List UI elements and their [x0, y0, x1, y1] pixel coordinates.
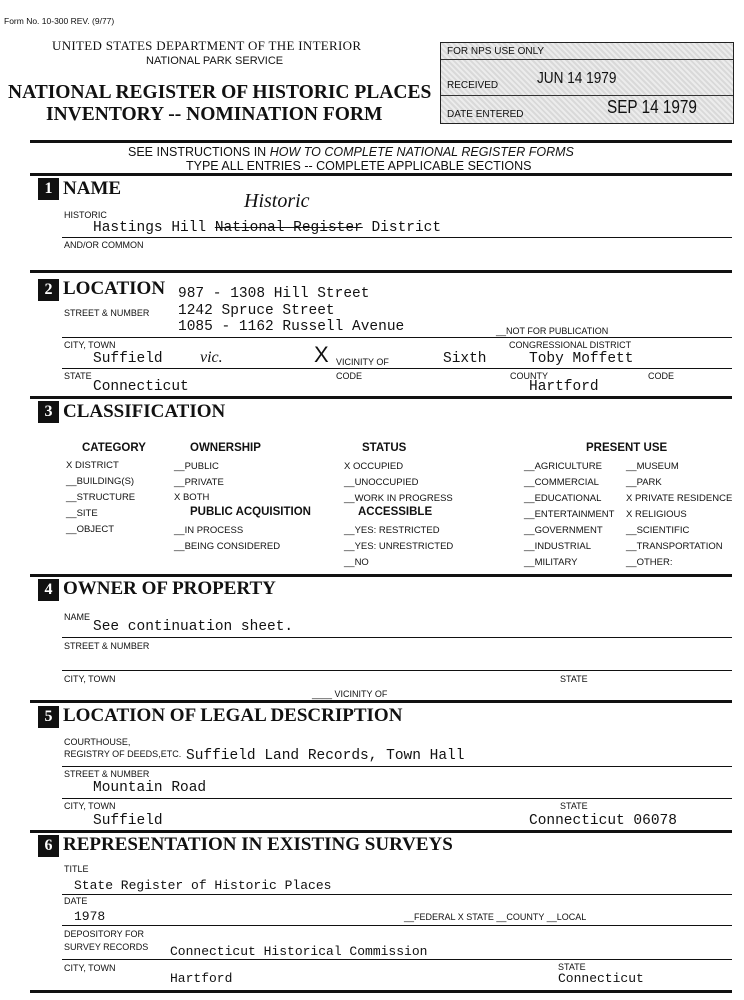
courthouse-label: COURTHOUSE, — [64, 737, 131, 747]
legal-city-value: Suffield — [93, 813, 163, 829]
common-name-label: AND/OR COMMON — [64, 240, 144, 250]
state-value: Connecticut — [93, 379, 189, 395]
survey-city-label: CITY, TOWN — [64, 963, 116, 973]
survey-title-value: State Register of Historic Places — [74, 878, 332, 893]
historic-name-part: Hastings Hill — [93, 220, 215, 236]
district-value: Sixth — [443, 351, 487, 367]
instructions-line2: TYPE ALL ENTRIES -- COMPLETE APPLICABLE SECTIONS — [186, 159, 532, 173]
category-buildings: __BUILDING(S) — [66, 476, 135, 487]
rule — [30, 173, 732, 176]
use-private-residence: X PRIVATE RESIDENCE — [626, 493, 733, 504]
use-military: __MILITARY — [524, 557, 578, 568]
acquisition-header: PUBLIC ACQUISITION — [190, 506, 311, 518]
code-label: CODE — [336, 371, 363, 381]
section-number: 5 — [38, 706, 59, 728]
survey-city-value: Hartford — [170, 971, 233, 986]
department-name: UNITED STATES DEPARTMENT OF THE INTERIOR — [52, 38, 362, 53]
nps-use-label: FOR NPS USE ONLY — [447, 46, 545, 57]
ownership-header: OWNERSHIP — [190, 442, 261, 454]
section-title: CLASSIFICATION — [63, 401, 226, 422]
legal-state-label: STATE — [560, 801, 588, 811]
form-title-line2: INVENTORY -- NOMINATION FORM — [46, 104, 383, 125]
category-structure: __STRUCTURE — [66, 492, 136, 503]
struck-text: National Register — [214, 220, 363, 236]
county-value: Hartford — [529, 379, 599, 395]
rule — [62, 925, 732, 926]
rule — [30, 830, 732, 833]
instructions-book-title: HOW TO COMPLETE NATIONAL REGISTER FORMS — [269, 145, 574, 159]
rule — [30, 270, 732, 273]
use-other: __OTHER: — [626, 557, 673, 568]
street-label: STREET & NUMBER — [64, 308, 150, 318]
survey-state-label: STATE — [558, 962, 586, 972]
depository-value: Connecticut Historical Commission — [170, 944, 428, 959]
historic-name-part: District — [362, 220, 442, 236]
rule — [62, 237, 732, 238]
section-number: 1 — [38, 178, 59, 200]
nps-use-box — [440, 42, 734, 124]
representative-value: Toby Moffett — [529, 351, 634, 367]
accessible-header: ACCESSIBLE — [358, 506, 433, 518]
rule — [62, 894, 732, 895]
street-line3: 1085 - 1162 Russell Avenue — [178, 319, 405, 335]
street-line1: 987 - 1308 Hill Street — [178, 286, 370, 302]
form-title-line1: NATIONAL REGISTER OF HISTORIC PLACES — [8, 82, 432, 103]
category-site: __SITE — [66, 508, 98, 519]
rule — [62, 959, 732, 960]
county-label: COUNTY — [510, 371, 548, 381]
depository-label-1: DEPOSITORY FOR — [64, 929, 145, 939]
rule — [30, 140, 732, 143]
not-for-publication: __NOT FOR PUBLICATION — [496, 326, 609, 336]
received-label: RECEIVED — [447, 80, 499, 91]
owner-vicinity: ____ VICINITY OF — [312, 689, 388, 699]
ownership-public: __PUBLIC — [174, 461, 219, 472]
rule — [62, 368, 732, 369]
owner-street-label: STREET & NUMBER — [64, 641, 150, 651]
category-district: X DISTRICT — [66, 460, 119, 471]
state-label: STATE — [64, 371, 92, 381]
rule — [30, 396, 732, 399]
rule — [62, 337, 732, 338]
section-title: LOCATION — [63, 278, 166, 299]
status-work-in-progress: __WORK IN PROGRESS — [344, 493, 453, 504]
survey-title-label: TITLE — [64, 864, 89, 874]
status-unoccupied: __UNOCCUPIED — [344, 477, 419, 488]
handwritten-vic: vic. — [200, 349, 223, 366]
rule — [30, 990, 732, 993]
use-entertainment: __ENTERTAINMENT — [524, 509, 615, 520]
rule — [62, 637, 732, 638]
category-object: __OBJECT — [66, 524, 115, 535]
section-number: 3 — [38, 401, 59, 423]
section-title: OWNER OF PROPERTY — [63, 578, 276, 599]
status-header: STATUS — [362, 442, 407, 454]
rule — [62, 766, 732, 767]
acquisition-being-considered: __BEING CONSIDERED — [174, 541, 281, 552]
ownership-both: X BOTH — [174, 492, 210, 503]
historic-name — [93, 220, 441, 236]
use-transportation: __TRANSPORTATION — [626, 541, 723, 552]
section-title: REPRESENTATION IN EXISTING SURVEYS — [63, 834, 453, 855]
owner-vicinity-label: VICINITY OF — [334, 689, 388, 699]
rule — [62, 670, 732, 671]
survey-date-value: 1978 — [74, 909, 106, 924]
date-entered-stamp: SEP 14 1979 — [607, 97, 697, 117]
survey-date-label: DATE — [64, 896, 88, 906]
section-title: LOCATION OF LEGAL DESCRIPTION — [63, 705, 403, 726]
owner-state-label: STATE — [560, 674, 588, 684]
use-religious: X RELIGIOUS — [626, 509, 687, 520]
section-number: 2 — [38, 279, 59, 301]
present-use-header: PRESENT USE — [586, 442, 668, 454]
owner-name: See continuation sheet. — [93, 619, 294, 635]
legal-city-label: CITY, TOWN — [64, 801, 116, 811]
form-number: Form No. 10-300 REV. (9/77) — [4, 16, 115, 26]
service-name: NATIONAL PARK SERVICE — [146, 55, 284, 67]
survey-state-value: Connecticut — [558, 971, 644, 986]
use-educational: __EDUCATIONAL — [524, 493, 602, 504]
instructions-line1 — [128, 145, 574, 159]
not-for-publication-label: NOT FOR PUBLICATION — [506, 326, 609, 336]
acquisition-in-process: __IN PROCESS — [174, 525, 244, 536]
access-restricted: __YES: RESTRICTED — [344, 525, 440, 536]
rule — [62, 798, 732, 799]
congressional-label: CONGRESSIONAL DISTRICT — [509, 340, 632, 350]
handwritten-note: Historic — [244, 190, 310, 212]
date-entered-label: DATE ENTERED — [447, 109, 524, 120]
use-scientific: __SCIENTIFIC — [626, 525, 690, 536]
vicinity-mark: X — [314, 342, 329, 367]
city-label: CITY, TOWN — [64, 340, 116, 350]
depository-label-2: SURVEY RECORDS — [64, 942, 149, 952]
legal-street-value: Mountain Road — [93, 780, 207, 796]
use-commercial: __COMMERCIAL — [524, 477, 599, 488]
section-title: NAME — [63, 178, 122, 199]
legal-street-label: STREET & NUMBER — [64, 769, 150, 779]
city-value: Suffield — [93, 351, 163, 367]
section-number: 6 — [38, 835, 59, 857]
use-museum: __MUSEUM — [626, 461, 679, 472]
access-unrestricted: __YES: UNRESTRICTED — [344, 541, 454, 552]
historic-label: HISTORIC — [64, 210, 107, 220]
section-number: 4 — [38, 579, 59, 601]
legal-state-value: Connecticut 06078 — [529, 813, 677, 829]
rule — [30, 574, 732, 577]
courthouse-value: Suffield Land Records, Town Hall — [186, 748, 465, 764]
category-header: CATEGORY — [82, 442, 146, 454]
use-park: __PARK — [626, 477, 662, 488]
received-stamp: JUN 14 1979 — [537, 70, 617, 87]
use-government: __GOVERNMENT — [524, 525, 603, 536]
code-label-2: CODE — [648, 371, 675, 381]
status-occupied: X OCCUPIED — [344, 461, 404, 472]
street-line2: 1242 Spruce Street — [178, 303, 335, 319]
owner-city-label: CITY, TOWN — [64, 674, 116, 684]
instructions-text: SEE INSTRUCTIONS IN — [128, 145, 270, 159]
use-industrial: __INDUSTRIAL — [524, 541, 592, 552]
registry-label: REGISTRY OF DEEDS,ETC. — [64, 749, 182, 759]
survey-levels: __FEDERAL X STATE __COUNTY __LOCAL — [404, 912, 587, 922]
ownership-private: __PRIVATE — [174, 477, 224, 488]
access-no: __NO — [344, 557, 369, 568]
use-agriculture: __AGRICULTURE — [524, 461, 602, 472]
rule — [30, 700, 732, 703]
owner-name-label: NAME — [64, 612, 91, 622]
vicinity-label: VICINITY OF — [336, 357, 389, 367]
